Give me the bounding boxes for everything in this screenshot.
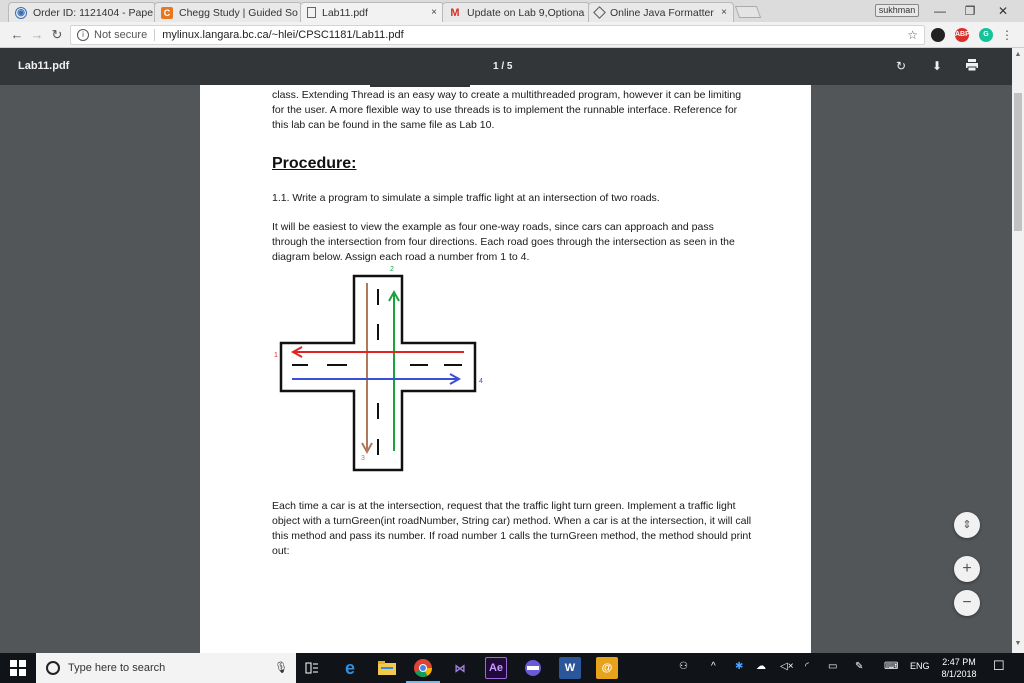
taskbar-search[interactable]: [36, 653, 296, 683]
vertical-scrollbar[interactable]: [1012, 48, 1024, 653]
pdf-viewport[interactable]: [0, 85, 1012, 653]
tab-lab11[interactable]: [300, 2, 444, 22]
battery-icon[interactable]: ▭: [828, 661, 838, 672]
grammarly-icon[interactable]: G: [979, 28, 993, 42]
system-clock[interactable]: [938, 656, 980, 680]
task-view-icon[interactable]: [301, 657, 323, 679]
url-text[interactable]: mylinux.langara.bc.ca/~hlei/CPSC1181/Lab11.pdf: [162, 29, 404, 41]
clock-date: 8/1/2018: [941, 669, 977, 679]
rotate-icon[interactable]: ↻: [895, 59, 907, 73]
pen-icon[interactable]: ✎: [855, 661, 864, 672]
scroll-down-icon[interactable]: ▼: [1014, 640, 1022, 647]
table-border-fragment: [370, 85, 470, 87]
browser-toolbar: [0, 22, 1024, 48]
forward-icon[interactable]: →: [30, 27, 44, 42]
road-3-label: 3: [361, 455, 365, 462]
tab-title: Update on Lab 9,Optiona: [467, 6, 585, 19]
edge-icon[interactable]: e: [344, 657, 355, 678]
formatter-icon: [593, 6, 606, 19]
road-1-label: 1: [274, 352, 278, 359]
notification-icon[interactable]: ☐: [993, 658, 1005, 673]
search-placeholder[interactable]: Type here to search: [68, 662, 166, 674]
start-button[interactable]: [0, 653, 36, 683]
windows-logo-icon: [10, 660, 26, 676]
chrome-icon[interactable]: [412, 657, 434, 679]
bluetooth-icon[interactable]: ✱: [735, 661, 744, 672]
road-4-label: 4: [479, 378, 483, 385]
word-icon[interactable]: W: [559, 657, 581, 679]
pdf-toolbar: [0, 48, 1024, 85]
tab-title: Lab11.pdf: [322, 6, 368, 19]
onedrive-icon[interactable]: ☁: [756, 661, 766, 672]
tab-java-formatter[interactable]: [588, 2, 734, 22]
owl-icon: ◉: [15, 7, 27, 19]
print-icon[interactable]: [964, 58, 980, 74]
intro-paragraph: class. Extending Thread is an easy way to create a multithreaded program, however it can be limiting for the user. A more flexible way to use threads is to implement the runnable interface. Reference for this lab can be found in the same file as Lab 10.: [272, 89, 742, 131]
step-paragraph: 1.1. Write a program to simulate a simple traffic light at an intersection of two roads.: [272, 192, 660, 204]
tab-title: Online Java Formatter: [610, 6, 714, 19]
scroll-thumb[interactable]: [1014, 93, 1022, 231]
security-label[interactable]: Not secure: [94, 29, 155, 41]
mail-app-icon[interactable]: @: [596, 657, 618, 679]
new-tab-button[interactable]: [735, 6, 761, 18]
language-indicator[interactable]: ENG: [910, 661, 930, 671]
tab-title: Chegg Study | Guided So: [179, 6, 298, 19]
document-icon: [307, 7, 316, 18]
windows-taskbar: [0, 653, 1024, 683]
volume-icon[interactable]: ◁×: [780, 661, 794, 672]
gmail-icon: M: [450, 6, 460, 19]
clock-time: 2:47 PM: [942, 657, 976, 667]
visual-studio-icon[interactable]: ⋈: [454, 662, 466, 675]
pdf-page: [200, 85, 811, 653]
procedure-heading: Procedure:: [272, 155, 357, 172]
closing-paragraph: Each time a car is at the intersection, request that the traffic light turn green. Implement a traffic light object with a turnGreen(int roadNumber, String car) method. When a car is at the intersection, it will call this method and pass its number. If road number 1 calls the turnGreen method, the method should print out:: [272, 500, 752, 557]
tab-strip: [0, 0, 1024, 22]
microphone-icon[interactable]: 🎙: [274, 662, 288, 674]
profile-button[interactable]: sukhman: [875, 4, 919, 17]
zoom-out-button[interactable]: −: [954, 590, 980, 616]
menu-icon[interactable]: ⋮: [1001, 28, 1013, 42]
explanation-paragraph: It will be easiest to view the example as four one-way roads, since cars can approach and pass through the intersection from four directions. Each road goes through the intersection as seen in the diagram below. Assign each road a number from 1 to 4.: [272, 221, 735, 263]
download-icon[interactable]: ⬇: [931, 59, 943, 73]
info-icon[interactable]: i: [77, 29, 89, 41]
chegg-icon: C: [161, 7, 173, 19]
reload-icon[interactable]: ↻: [51, 27, 63, 42]
cortana-icon: [46, 661, 60, 675]
tab-order-id[interactable]: [8, 2, 156, 22]
close-icon[interactable]: ×: [721, 7, 727, 18]
extension-dark-icon[interactable]: [931, 28, 945, 42]
address-bar[interactable]: [70, 25, 925, 45]
minimize-icon[interactable]: —: [934, 4, 946, 18]
bookmark-star-icon[interactable]: ☆: [907, 28, 918, 42]
pdf-filename: Lab11.pdf: [18, 60, 70, 72]
people-icon[interactable]: ⚇: [679, 661, 688, 672]
intersection-diagram: [272, 261, 492, 461]
close-window-icon[interactable]: ✕: [997, 4, 1009, 18]
wifi-icon[interactable]: ◜: [805, 661, 809, 672]
close-icon[interactable]: ×: [431, 7, 437, 18]
tab-gmail[interactable]: [442, 2, 590, 22]
keyboard-icon[interactable]: ⌨: [884, 661, 899, 672]
adblock-icon[interactable]: ABP: [955, 28, 969, 42]
tab-title: Order ID: 1121404 - Pape: [33, 6, 154, 19]
page-indicator[interactable]: 1 / 5: [493, 61, 513, 72]
media-app-icon[interactable]: [522, 657, 544, 679]
file-explorer-icon[interactable]: [376, 657, 398, 679]
restore-icon[interactable]: ❐: [964, 4, 976, 18]
road-2-label: 2: [390, 266, 394, 273]
zoom-in-button[interactable]: +: [954, 556, 980, 582]
back-icon[interactable]: ←: [10, 27, 24, 42]
tray-chevron-icon[interactable]: ^: [711, 661, 716, 672]
after-effects-icon[interactable]: Ae: [485, 657, 507, 679]
tab-chegg[interactable]: [154, 2, 302, 22]
scroll-up-icon[interactable]: ▲: [1014, 51, 1022, 58]
fit-page-button[interactable]: ⇕: [954, 512, 980, 538]
